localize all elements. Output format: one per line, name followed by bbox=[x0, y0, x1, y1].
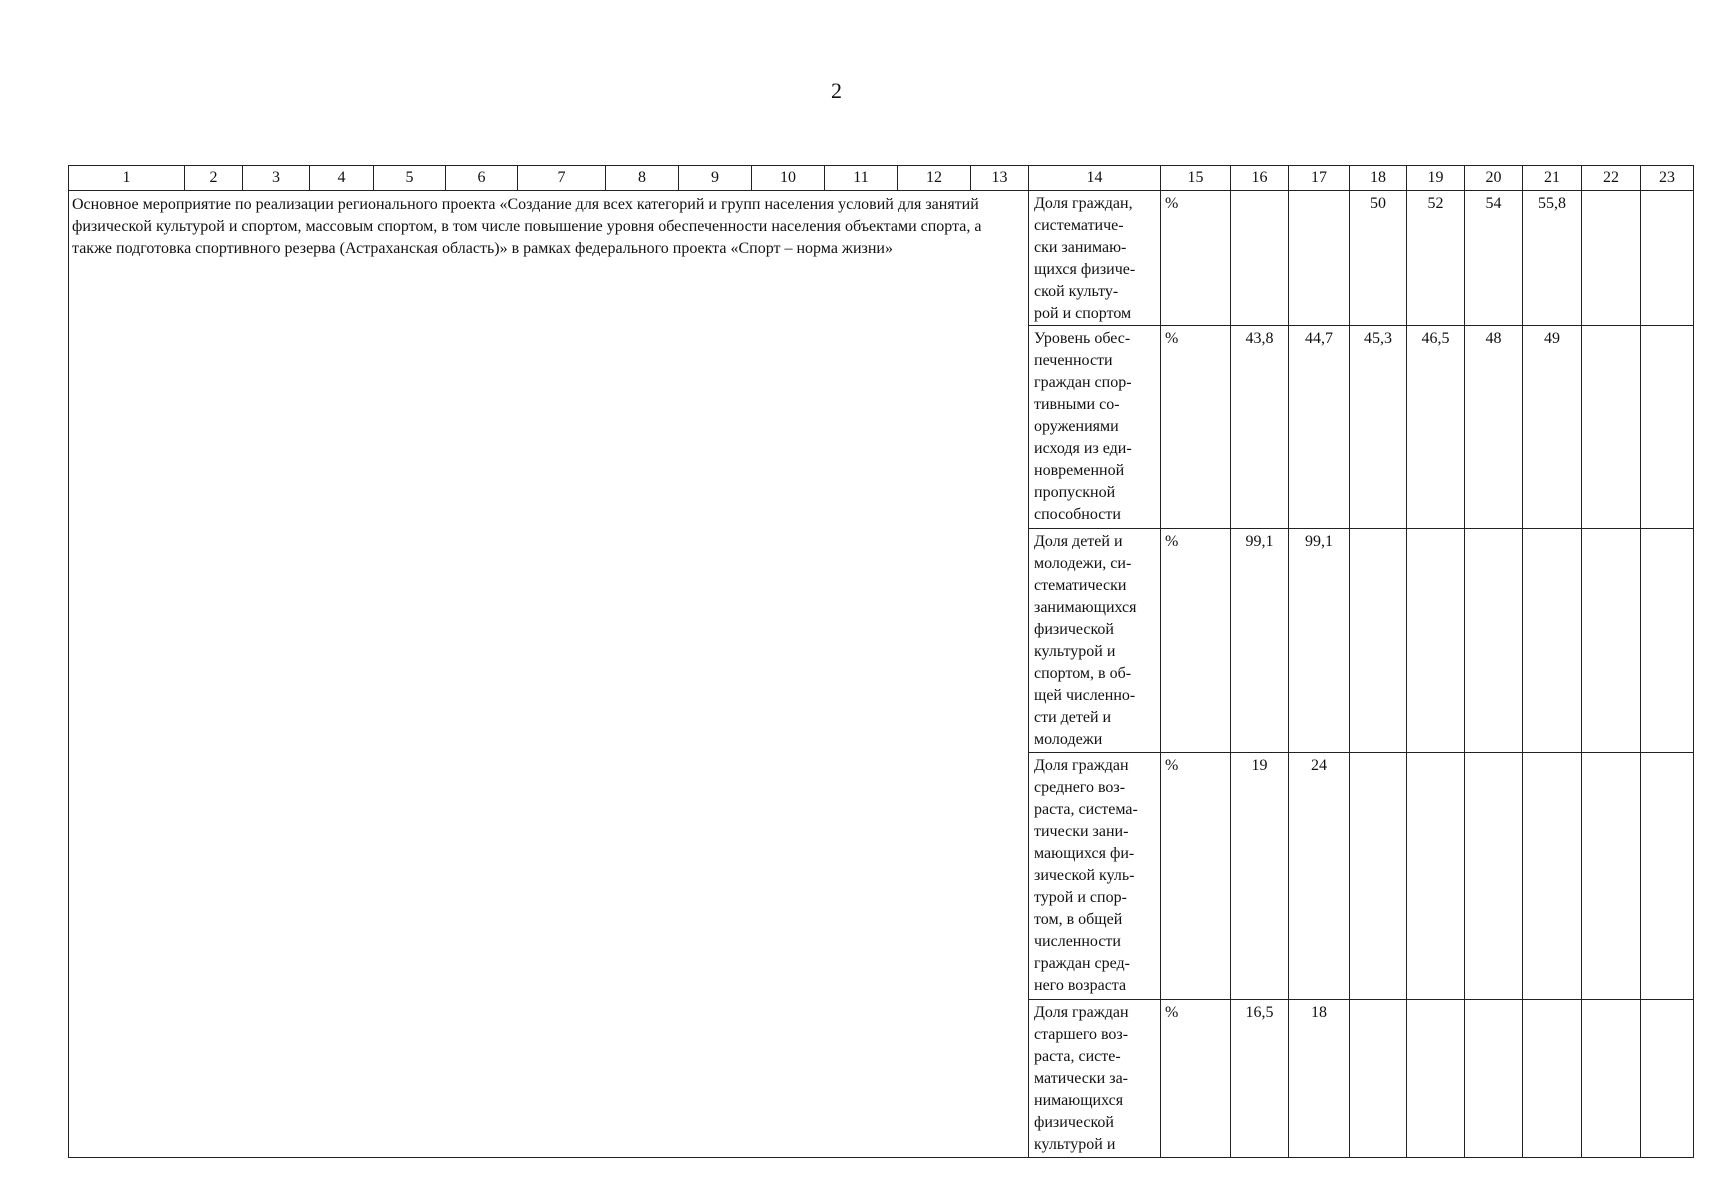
value-cell: 52 bbox=[1407, 191, 1465, 326]
value-cell: 46,5 bbox=[1407, 326, 1465, 529]
header-cell-21: 21 bbox=[1523, 166, 1582, 191]
value-cell bbox=[1523, 1000, 1582, 1158]
value-cell: 50 bbox=[1350, 191, 1407, 326]
value-cell: 43,8 bbox=[1231, 326, 1289, 529]
value-cell bbox=[1465, 1000, 1523, 1158]
value-cell bbox=[1641, 326, 1694, 529]
header-cell-9: 9 bbox=[679, 166, 752, 191]
header-cell-11: 11 bbox=[825, 166, 898, 191]
header-cell-22: 22 bbox=[1582, 166, 1641, 191]
value-cell: 54 bbox=[1465, 191, 1523, 326]
value-cell bbox=[1231, 191, 1289, 326]
value-cell bbox=[1582, 191, 1641, 326]
value-cell bbox=[1582, 753, 1641, 1000]
indicator-unit: % bbox=[1161, 529, 1231, 753]
indicator-name: Уровень обес- печенности граждан спор- тивными со- оружениями исходя из еди- новременной пропускной способности bbox=[1029, 326, 1161, 529]
value-cell bbox=[1641, 1000, 1694, 1158]
header-cell-3: 3 bbox=[243, 166, 310, 191]
value-cell bbox=[1465, 529, 1523, 753]
indicator-unit: % bbox=[1161, 1000, 1231, 1158]
value-cell: 49 bbox=[1523, 326, 1582, 529]
value-cell bbox=[1407, 1000, 1465, 1158]
value-cell bbox=[1289, 191, 1350, 326]
value-cell: 99,1 bbox=[1231, 529, 1289, 753]
value-cell bbox=[1350, 529, 1407, 753]
value-cell: 18 bbox=[1289, 1000, 1350, 1158]
header-cell-16: 16 bbox=[1231, 166, 1289, 191]
value-cell bbox=[1641, 191, 1694, 326]
value-cell bbox=[1641, 753, 1694, 1000]
page-number: 2 bbox=[831, 78, 842, 103]
value-cell bbox=[1523, 753, 1582, 1000]
header-cell-20: 20 bbox=[1465, 166, 1523, 191]
indicator-name: Доля детей и молодежи, си- стематически занимающихся физической культурой и спортом, в об- щей численно- сти детей и молодежи bbox=[1029, 529, 1161, 753]
header-cell-4: 4 bbox=[310, 166, 374, 191]
value-cell bbox=[1523, 529, 1582, 753]
value-cell bbox=[1350, 1000, 1407, 1158]
header-cell-7: 7 bbox=[518, 166, 606, 191]
value-cell bbox=[1582, 326, 1641, 529]
header-cell-15: 15 bbox=[1161, 166, 1231, 191]
value-cell: 44,7 bbox=[1289, 326, 1350, 529]
value-cell bbox=[1350, 753, 1407, 1000]
value-cell: 19 bbox=[1231, 753, 1289, 1000]
value-cell: 48 bbox=[1465, 326, 1523, 529]
value-cell bbox=[1407, 529, 1465, 753]
value-cell bbox=[1582, 1000, 1641, 1158]
header-cell-13: 13 bbox=[971, 166, 1029, 191]
indicator-name: Доля граждан, систематиче- ски занимаю- щихся физиче- ской культу- рой и спортом bbox=[1029, 191, 1161, 326]
header-cell-14: 14 bbox=[1029, 166, 1161, 191]
indicator-name: Доля граждан среднего воз- раста, система- тически зани- мающихся фи- зической куль- турой и спор- том, в общей численности граждан сред- него возраста bbox=[1029, 753, 1161, 1000]
header-cell-8: 8 bbox=[606, 166, 679, 191]
main-event-description: Основное мероприятие по реализации регионального проекта «Создание для всех категорий и групп населения условий для занятий физической культурой и спортом, массовым спортом, в том числе повышение уровня обеспеченности населения объектами спорта, а также подготовка спортивного резерва (Астраханская область)» в рамках федерального проекта «Спорт – норма жизни» bbox=[69, 191, 1029, 1158]
value-cell bbox=[1582, 529, 1641, 753]
header-cell-18: 18 bbox=[1350, 166, 1407, 191]
header-cell-2: 2 bbox=[185, 166, 243, 191]
header-cell-12: 12 bbox=[898, 166, 971, 191]
indicator-unit: % bbox=[1161, 326, 1231, 529]
value-cell: 99,1 bbox=[1289, 529, 1350, 753]
value-cell: 45,3 bbox=[1350, 326, 1407, 529]
value-cell: 16,5 bbox=[1231, 1000, 1289, 1158]
indicator-name: Доля граждан старшего воз- раста, систе- матически за- нимающихся физической культурой и bbox=[1029, 1000, 1161, 1158]
header-cell-5: 5 bbox=[374, 166, 446, 191]
program-table bbox=[68, 165, 1694, 1158]
table-row bbox=[69, 191, 1694, 326]
value-cell bbox=[1641, 529, 1694, 753]
value-cell: 55,8 bbox=[1523, 191, 1582, 326]
header-cell-10: 10 bbox=[752, 166, 825, 191]
indicator-unit: % bbox=[1161, 753, 1231, 1000]
value-cell: 24 bbox=[1289, 753, 1350, 1000]
indicator-unit: % bbox=[1161, 191, 1231, 326]
value-cell bbox=[1465, 753, 1523, 1000]
header-cell-17: 17 bbox=[1289, 166, 1350, 191]
header-cell-23: 23 bbox=[1641, 166, 1694, 191]
header-cell-1: 1 bbox=[69, 166, 185, 191]
header-row bbox=[69, 166, 1694, 191]
value-cell bbox=[1407, 753, 1465, 1000]
header-cell-19: 19 bbox=[1407, 166, 1465, 191]
header-cell-6: 6 bbox=[446, 166, 518, 191]
